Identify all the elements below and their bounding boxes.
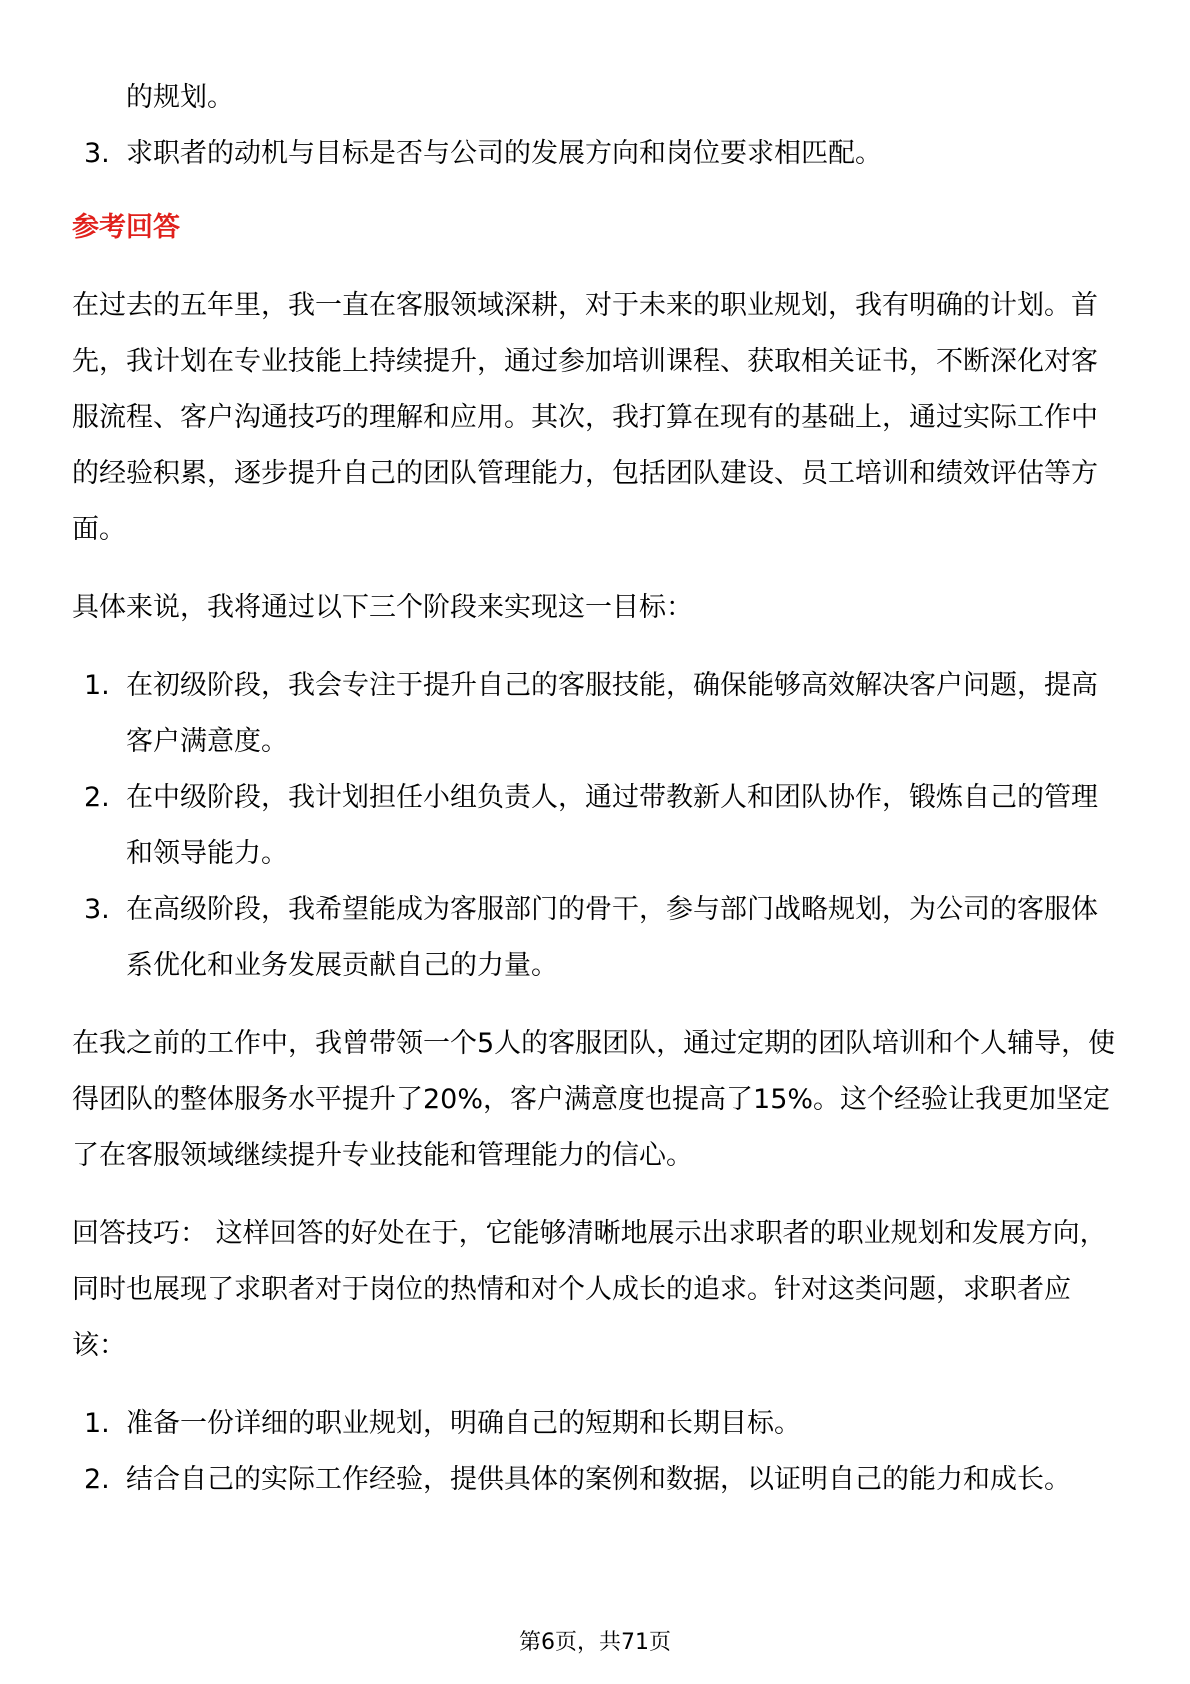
list-item [72, 658, 1118, 770]
experience-paragraph: 在我之前的工作中，我曾带领一个5人的客服团队，通过定期的团队培训和个人辅导，使得团队的整体服务水平提升了20%，客户满意度也提高了15%。这个经验让我更加坚定了在客服领域继续提升专业技能和管理能力的信心。 [72, 1028, 1116, 1171]
list-text: 求职者的动机与目标是否与公司的发展方向和岗位要求相匹配。 [126, 138, 882, 169]
list-text: 准备一份详细的职业规划，明确自己的短期和长期目标。 [126, 1408, 801, 1439]
list-number: 1. [84, 1408, 110, 1439]
list-number: 3. [84, 894, 110, 925]
answer-paragraph: 在过去的五年里，我一直在客服领域深耕，对于未来的职业规划，我有明确的计划。首先，我计划在专业技能上持续提升，通过参加培训课程、获取相关证书，不断深化对客服流程、客户沟通技巧的理解和应用。其次，我打算在现有的基础上，通过实际工作中的经验积累，逐步提升自己的团队管理能力，包括团队建设、员工培训和绩效评估等方面。 [72, 290, 1098, 545]
list-number: 2. [84, 1464, 110, 1495]
list-item [72, 1452, 1118, 1508]
page-footer: 第6页，共71页 [519, 1630, 671, 1655]
list-item [72, 126, 1118, 182]
list-text: 在高级阶段，我希望能成为客服部门的骨干，参与部门战略规划，为公司的客服体系优化和业务发展贡献自己的力量。 [126, 894, 1098, 981]
stages-intro-paragraph: 具体来说，我将通过以下三个阶段来实现这一目标： [72, 592, 693, 623]
section-heading: 参考回答 [72, 212, 180, 243]
page-content [72, 70, 1118, 1508]
list-text: 的规划。 [126, 82, 234, 113]
list-item [72, 770, 1118, 882]
list-item [72, 1396, 1118, 1452]
list-text: 在中级阶段，我计划担任小组负责人，通过带教新人和团队协作，锻炼自己的管理和领导能力。 [126, 782, 1098, 869]
list-number: 2. [84, 782, 110, 813]
list-number: 3. [84, 138, 110, 169]
list-text: 在初级阶段，我会专注于提升自己的客服技能，确保能够高效解决客户问题，提高客户满意度。 [126, 670, 1098, 757]
list-text: 结合自己的实际工作经验，提供具体的案例和数据，以证明自己的能力和成长。 [126, 1464, 1071, 1495]
list-item [72, 70, 1118, 126]
list-item [72, 882, 1118, 994]
tips-paragraph: 回答技巧： 这样回答的好处在于，它能够清晰地展示出求职者的职业规划和发展方向，同时也展现了求职者对于岗位的热情和对个人成长的追求。针对这类问题，求职者应该： [72, 1218, 1107, 1361]
list-number: 1. [84, 670, 110, 701]
